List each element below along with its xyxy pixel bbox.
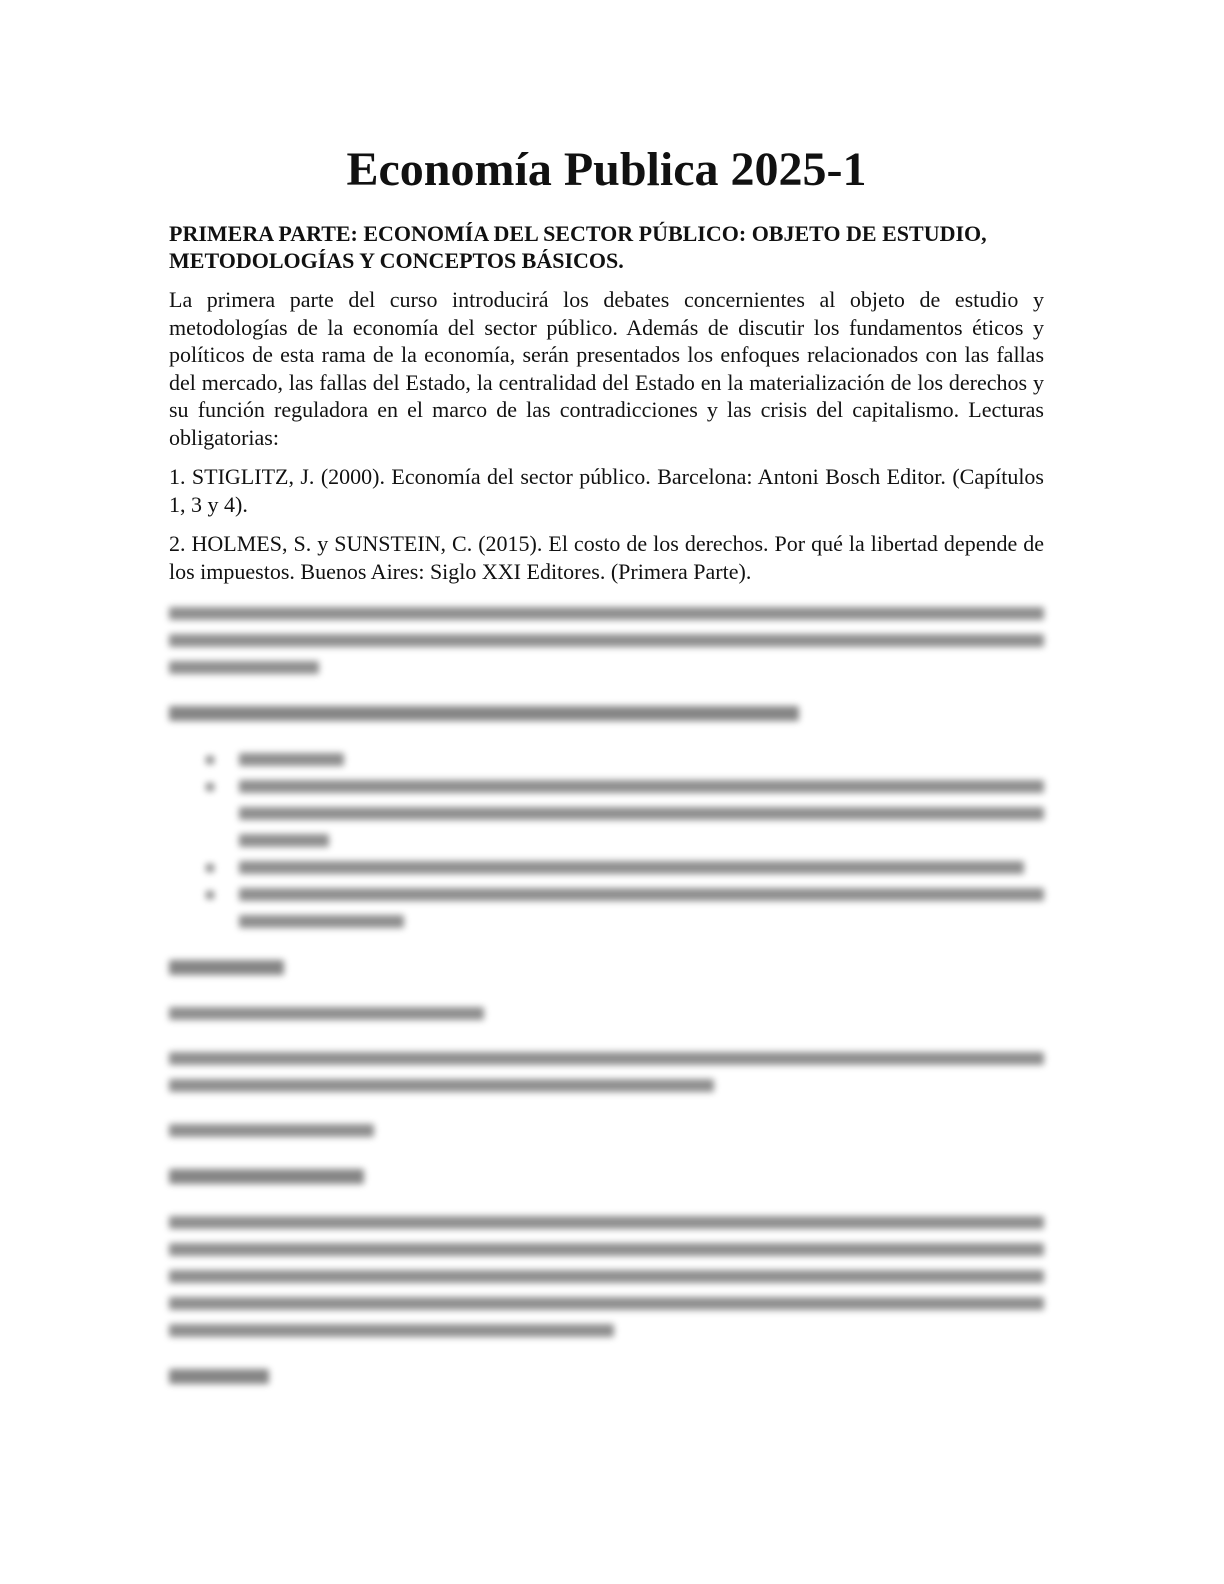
section-heading: PRIMERA PARTE: ECONOMÍA DEL SECTOR PÚBLICO: OBJETO DE ESTUDIO, METODOLOGÍAS Y CONCEPTOS BÁSICOS. <box>169 221 987 273</box>
reference-2: 2. HOLMES, S. y SUNSTEIN, C. (2015). El costo de los derechos. Por qué la libertad depende de los impuestos. Buenos Aires: Siglo XXI Editores. (Primera Parte). <box>169 531 1044 584</box>
blurred-bullet-list <box>169 753 1044 780</box>
document-page <box>169 0 1044 1398</box>
document-title: Economía Publica 2025-1 <box>346 143 867 196</box>
intro-paragraph: La primera parte del curso introducirá los debates concernientes al objeto de estudio y metodologías de la economía del sector público. Además de discutir los fundamentos éticos y políticos de esta rama de la economía, serán presentados los enfoques relacionados con las fallas del mercado, las fallas del Estado, la centralidad del Estado en la materialización de los derechos y su función reguladora en el marco de las contradicciones y las crisis del capitalismo. Lecturas obligatorias: <box>169 287 1044 450</box>
reference-1: 1. STIGLITZ, J. (2000). Economía del sector público. Barcelona: Antoni Bosch Editor. (Capítulos 1, 3 y 4). <box>169 464 1044 517</box>
blurred-content <box>169 607 1044 1384</box>
